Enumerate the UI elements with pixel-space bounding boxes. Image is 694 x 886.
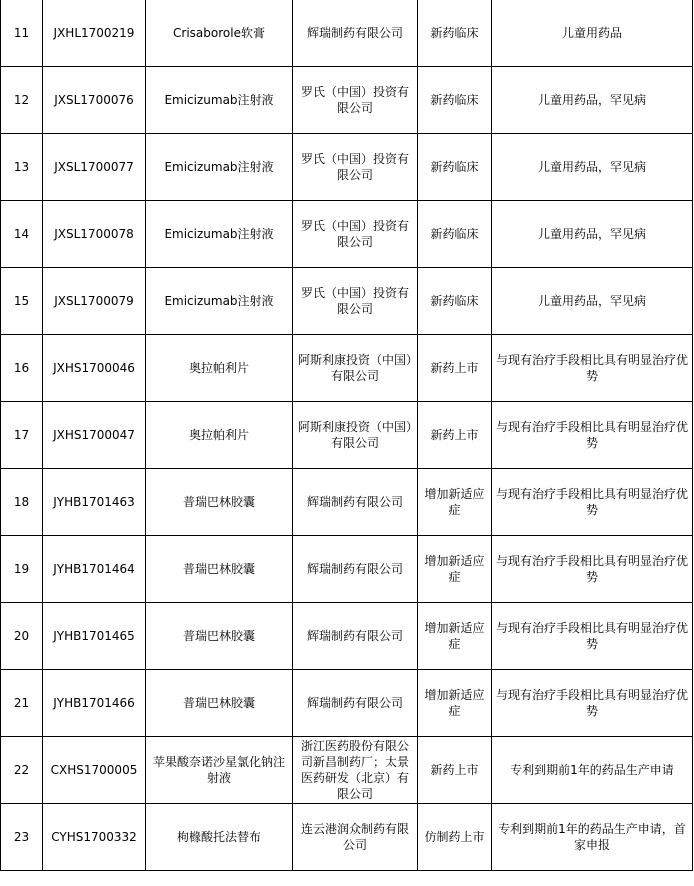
- table-row: [1, 67, 693, 134]
- cell-company: 辉瑞制药有限公司: [293, 670, 418, 737]
- cell-name: Emicizumab注射液: [146, 268, 293, 335]
- table-row: [1, 268, 693, 335]
- cell-type: 新药临床: [418, 134, 492, 201]
- table-row: [1, 469, 693, 536]
- cell-code: JXHL1700219: [43, 0, 146, 67]
- cell-name: Emicizumab注射液: [146, 134, 293, 201]
- table-row: [1, 737, 693, 804]
- cell-company: 阿斯利康投资（中国）有限公司: [293, 335, 418, 402]
- cell-name: 普瑞巴林胶囊: [146, 670, 293, 737]
- cell-code: CXHS1700005: [43, 737, 146, 804]
- cell-no: 16: [1, 335, 43, 402]
- cell-company: 罗氏（中国）投资有限公司: [293, 67, 418, 134]
- cell-name: 普瑞巴林胶囊: [146, 603, 293, 670]
- cell-company: 辉瑞制药有限公司: [293, 536, 418, 603]
- cell-code: CYHS1700332: [43, 804, 146, 871]
- table-row: [1, 201, 693, 268]
- cell-company: 罗氏（中国）投资有限公司: [293, 134, 418, 201]
- cell-no: 18: [1, 469, 43, 536]
- cell-type: 增加新适应症: [418, 536, 492, 603]
- cell-code: JXSL1700079: [43, 268, 146, 335]
- cell-reason: 与现有治疗手段相比具有明显治疗优势: [492, 402, 693, 469]
- cell-name: 普瑞巴林胶囊: [146, 536, 293, 603]
- cell-name: Emicizumab注射液: [146, 67, 293, 134]
- cell-company: 辉瑞制药有限公司: [293, 603, 418, 670]
- cell-company: 辉瑞制药有限公司: [293, 0, 418, 67]
- cell-code: JXSL1700078: [43, 201, 146, 268]
- cell-type: 仿制药上市: [418, 804, 492, 871]
- cell-no: 23: [1, 804, 43, 871]
- cell-name: 枸橼酸托法替布: [146, 804, 293, 871]
- table-row: [1, 0, 693, 67]
- cell-reason: 与现有治疗手段相比具有明显治疗优势: [492, 469, 693, 536]
- cell-type: 新药临床: [418, 67, 492, 134]
- cell-company: 阿斯利康投资（中国）有限公司: [293, 402, 418, 469]
- cell-code: JXHS1700047: [43, 402, 146, 469]
- cell-type: 新药上市: [418, 737, 492, 804]
- table-row: [1, 335, 693, 402]
- cell-no: 17: [1, 402, 43, 469]
- cell-no: 13: [1, 134, 43, 201]
- cell-type: 增加新适应症: [418, 469, 492, 536]
- cell-name: 奥拉帕利片: [146, 402, 293, 469]
- cell-company: 罗氏（中国）投资有限公司: [293, 268, 418, 335]
- cell-company: 浙江医药股份有限公司新昌制药厂；太景医药研发（北京）有限公司: [293, 737, 418, 804]
- table-body: [1, 0, 693, 871]
- cell-type: 新药临床: [418, 0, 492, 67]
- cell-reason: 与现有治疗手段相比具有明显治疗优势: [492, 335, 693, 402]
- table-row: [1, 134, 693, 201]
- cell-code: JXSL1700076: [43, 67, 146, 134]
- cell-code: JYHB1701464: [43, 536, 146, 603]
- table-row: [1, 536, 693, 603]
- table-row: [1, 402, 693, 469]
- cell-reason: 与现有治疗手段相比具有明显治疗优势: [492, 603, 693, 670]
- cell-name: 苹果酸奈诺沙星氯化钠注射液: [146, 737, 293, 804]
- cell-no: 11: [1, 0, 43, 67]
- cell-code: JYHB1701466: [43, 670, 146, 737]
- cell-no: 21: [1, 670, 43, 737]
- table-row: [1, 670, 693, 737]
- cell-no: 15: [1, 268, 43, 335]
- cell-code: JXHS1700046: [43, 335, 146, 402]
- cell-company: 连云港润众制药有限公司: [293, 804, 418, 871]
- cell-reason: 儿童用药品，罕见病: [492, 67, 693, 134]
- cell-name: 奥拉帕利片: [146, 335, 293, 402]
- cell-reason: 专利到期前1年的药品生产申请: [492, 737, 693, 804]
- cell-name: 普瑞巴林胶囊: [146, 469, 293, 536]
- table-row: [1, 603, 693, 670]
- cell-reason: 与现有治疗手段相比具有明显治疗优势: [492, 536, 693, 603]
- cell-reason: 儿童用药品，罕见病: [492, 268, 693, 335]
- cell-no: 22: [1, 737, 43, 804]
- cell-type: 新药临床: [418, 201, 492, 268]
- cell-type: 增加新适应症: [418, 670, 492, 737]
- cell-name: Emicizumab注射液: [146, 201, 293, 268]
- cell-reason: 与现有治疗手段相比具有明显治疗优势: [492, 670, 693, 737]
- cell-reason: 儿童用药品，罕见病: [492, 134, 693, 201]
- cell-name: Crisaborole软膏: [146, 0, 293, 67]
- cell-no: 19: [1, 536, 43, 603]
- cell-code: JYHB1701463: [43, 469, 146, 536]
- table-row: [1, 804, 693, 871]
- cell-no: 12: [1, 67, 43, 134]
- cell-reason: 儿童用药品: [492, 0, 693, 67]
- cell-reason: 儿童用药品，罕见病: [492, 201, 693, 268]
- cell-no: 20: [1, 603, 43, 670]
- cell-type: 新药上市: [418, 335, 492, 402]
- cell-type: 增加新适应症: [418, 603, 492, 670]
- cell-type: 新药上市: [418, 402, 492, 469]
- cell-code: JYHB1701465: [43, 603, 146, 670]
- cell-company: 辉瑞制药有限公司: [293, 469, 418, 536]
- cell-company: 罗氏（中国）投资有限公司: [293, 201, 418, 268]
- cell-no: 14: [1, 201, 43, 268]
- cell-reason: 专利到期前1年的药品生产申请，首家申报: [492, 804, 693, 871]
- cell-code: JXSL1700077: [43, 134, 146, 201]
- cell-type: 新药临床: [418, 268, 492, 335]
